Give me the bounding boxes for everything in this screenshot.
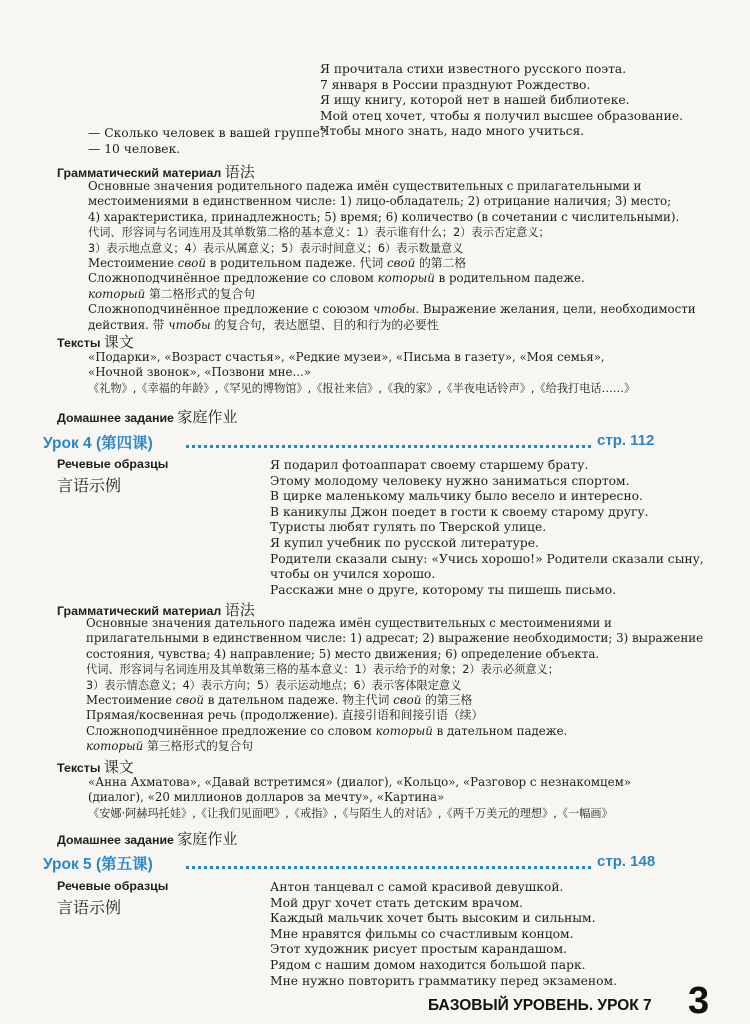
- dotted-leader: [186, 445, 591, 448]
- text-run-italic: чтобы: [168, 317, 211, 332]
- lesson-4-page[interactable]: стр. 112: [597, 432, 655, 449]
- footer-label: БАЗОВЫЙ УРОВЕНЬ. УРОК 7: [428, 997, 652, 1014]
- speech-sample: Я купил учебник по русской литературе.: [270, 535, 539, 550]
- text-run: . Выражение желания, цели, необходимости: [415, 302, 696, 317]
- speech-sample: Мне нужно повторить грамматику перед экзаменом.: [270, 973, 617, 988]
- speech-sample: Расскажи мне о друге, которому ты пишешь письмо.: [270, 582, 617, 597]
- heading-ru: Грамматический материал: [57, 604, 222, 618]
- grammar-line: Основные значения дательного падежа имён существительных с местоимениями и: [86, 616, 612, 630]
- texts-line-zh: 《礼物》,《幸福的年龄》,《罕见的博物馆》,《报社来信》,《我的家》,《半夜电话铃声》,《给我打电话……》: [88, 381, 636, 395]
- speech-sample: Мой друг хочет стать детским врачом.: [270, 895, 524, 910]
- text-run: Местоимение: [88, 256, 178, 271]
- samples-heading: Речевые образцы: [57, 879, 169, 893]
- lesson-4-title[interactable]: Урок 4 (第四课): [43, 435, 153, 452]
- heading-ru: Тексты: [57, 761, 101, 775]
- heading-ru: Грамматический материал: [57, 166, 222, 180]
- text-run: 的第三格: [421, 693, 473, 708]
- speech-sample: В каникулы Джон поедет в гости к своему старому другу.: [270, 504, 649, 519]
- grammar-line: прилагательными в единственном числе: 1) адресат; 2) выражение необходимости; 3) выражение: [86, 631, 704, 646]
- grammar-line: Прямая/косвенная речь (продолжение). 直接引语和间接引语（续）: [86, 708, 484, 723]
- speech-sample: Антон танцевал с самой красивой девушкой.: [270, 880, 564, 894]
- lesson-5-title[interactable]: Урок 5 (第五课): [43, 856, 153, 873]
- text-run-italic: свой: [175, 693, 204, 708]
- speech-sample: Мне нравятся фильмы со счастливым концом.: [270, 926, 574, 941]
- text-run: в родительном падеже.: [434, 271, 585, 286]
- text-run: 的复合句，表达愿望、目的和行为的必要性: [210, 317, 439, 332]
- speech-sample: В цирке маленькому мальчику было весело и интересно.: [270, 489, 643, 504]
- text-run-italic: свой: [387, 256, 416, 271]
- text-run-italic: который: [86, 739, 144, 754]
- speech-sample: Этот художник рисует простым карандашом.: [270, 942, 567, 957]
- heading-zh: 语法: [224, 163, 255, 181]
- text-run-italic: который: [375, 723, 433, 738]
- speech-sample: Чтобы много знать, надо много учиться.: [320, 124, 585, 139]
- speech-sample: 7 января в России празднуют Рождество.: [320, 77, 591, 92]
- dialog-line: — 10 человек.: [88, 141, 181, 156]
- grammar-line: [88, 271, 696, 286]
- text-run: 的第二格: [415, 256, 467, 271]
- heading-zh: 课文: [103, 333, 134, 351]
- page-number: 3: [688, 980, 710, 1022]
- grammar-line: [86, 739, 703, 754]
- speech-sample: Рядом с нашим домом находится большой парк.: [270, 957, 586, 972]
- speech-sample: Я прочитала стихи известного русского поэта.: [320, 62, 627, 76]
- lesson-5-sample-list: [270, 880, 617, 989]
- texts-block: [88, 775, 631, 821]
- homework-heading: [57, 406, 237, 427]
- grammar-line: [88, 256, 696, 271]
- text-run-italic: который: [88, 286, 146, 301]
- text-run: Сложноподчинённое предложение со словом: [88, 271, 378, 286]
- grammar-line: [86, 693, 703, 708]
- grammar-line-zh: 3）表示地点意义；4）表示从属意义；5）表示时间意义；6）表示数量意义: [88, 241, 464, 255]
- homework-heading: [57, 828, 237, 849]
- text-run: Сложноподчинённое предложение с союзом: [88, 302, 374, 317]
- samples-heading-zh: 言语示例: [57, 476, 122, 495]
- top-sample-list: [320, 62, 683, 140]
- text-run: 第三格形式的复合句: [143, 739, 254, 754]
- grammar-line: 4) характеристика, принадлежность; 5) время; 6) количество (в сочетании с числительными).: [88, 209, 680, 224]
- texts-line: «Ночной звонок», «Позвони мне...»: [88, 365, 311, 380]
- samples-heading-zh: 言语示例: [57, 898, 122, 917]
- texts-line: «Анна Ахматова», «Давай встретимся» (диалог), «Кольцо», «Разговор с незнакомцем»: [88, 775, 632, 789]
- grammar-line: Основные значения родительного падежа имён существительных с прилагательными и: [88, 179, 642, 193]
- dotted-leader: [186, 866, 591, 869]
- speech-sample: Этому молодому человеку нужно заниматься спортом.: [270, 473, 630, 488]
- texts-line: (диалог), «20 миллионов долларов за мечту», «Картина»: [88, 790, 445, 805]
- grammar-line: [86, 724, 703, 739]
- lesson-4-sample-list: [270, 458, 704, 598]
- samples-heading: Речевые образцы: [57, 457, 169, 471]
- text-run-italic: чтобы: [373, 302, 416, 317]
- text-run: в дательном падеже.: [432, 723, 568, 738]
- speech-sample: Мой отец хочет, чтобы я получил высшее образование.: [320, 108, 684, 123]
- dialog-line: — Сколько человек в вашей группе?: [88, 126, 327, 140]
- grammar-block: [88, 179, 696, 333]
- lesson-5-page[interactable]: стр. 148: [597, 853, 656, 870]
- speech-sample: Я подарил фотоаппарат своему старшему брату.: [270, 458, 589, 472]
- speech-sample: Я ищу книгу, которой нет в нашей библиотеке.: [320, 93, 630, 108]
- grammar-line-zh: 代词、形容词与名词连用及其单数第三格的基本意义：1）表示给予的对象；2）表示必须意义；: [86, 663, 559, 677]
- grammar-line: [88, 287, 696, 302]
- text-run: действия. 带: [88, 317, 169, 332]
- grammar-line: [88, 302, 696, 317]
- grammar-line-zh: 3）表示情态意义；4）表示方向；5）表示运动地点；6）表示客体限定意义: [86, 678, 462, 692]
- heading-ru: Домашнее задание: [57, 411, 174, 425]
- text-run: 第二格形式的复合句: [145, 286, 256, 301]
- heading-zh: 家庭作业: [177, 408, 238, 426]
- grammar-line: состояния, чувства; 4) направление; 5) место движения; 6) определение объекта.: [86, 646, 600, 661]
- text-run: в дательном падеже. 物主代词: [203, 693, 394, 708]
- speech-sample: Туристы любят гулять по Тверской улице.: [270, 520, 547, 535]
- heading-zh: 课文: [103, 758, 134, 776]
- heading-ru: Тексты: [57, 336, 101, 350]
- text-run-italic: который: [377, 271, 435, 286]
- heading-ru: Домашнее задание: [57, 833, 174, 847]
- speech-sample: Родители сказали сыну: «Учись хорошо!» Родители сказали сыну,: [270, 551, 704, 566]
- speech-sample: Каждый мальчик хочет быть высоким и сильным.: [270, 911, 596, 926]
- heading-zh: 语法: [224, 601, 255, 619]
- dialog-sample: [88, 126, 326, 157]
- heading-zh: 家庭作业: [177, 830, 238, 848]
- grammar-line-zh: 代词、形容词与名词连用及其单数第二格的基本意义：1）表示谁有什么；2）表示否定意义；: [88, 226, 550, 240]
- grammar-line: [88, 318, 696, 333]
- texts-block: [88, 350, 635, 396]
- text-run-italic: свой: [393, 693, 422, 708]
- speech-sample: чтобы он учился хорошо.: [270, 567, 436, 582]
- texts-heading: [57, 756, 134, 777]
- text-run: Сложноподчинённое предложение со словом: [86, 723, 376, 738]
- texts-line: «Подарки», «Возраст счастья», «Редкие музеи», «Письма в газету», «Моя семья»,: [88, 350, 605, 364]
- text-run-italic: свой: [177, 256, 206, 271]
- text-run: в родительном падеже. 代词: [205, 256, 388, 271]
- grammar-block: [86, 616, 703, 755]
- grammar-line: местоимениями в единственном числе: 1) лицо-обладатель; 2) отрицание наличия; 3) место;: [88, 194, 672, 209]
- texts-line-zh: 《安娜·阿赫玛托娃》,《让我们见面吧》,《戒指》,《与陌生人的对话》,《两千万美元的理想》,《一幅画》: [88, 806, 613, 820]
- texts-heading: [57, 331, 134, 352]
- text-run: Местоимение: [86, 693, 176, 708]
